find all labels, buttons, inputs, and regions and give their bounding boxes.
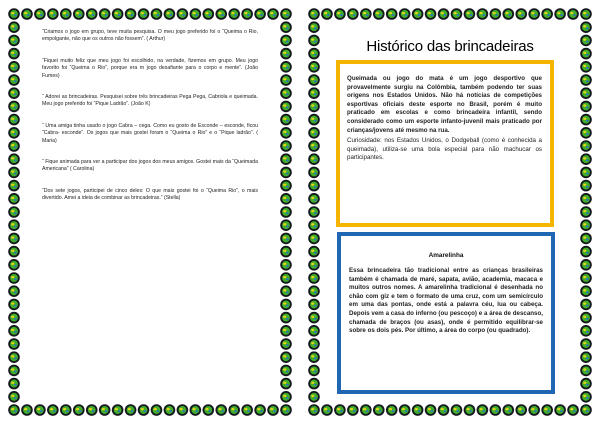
ball-icon: [373, 404, 385, 416]
ball-icon: [308, 153, 320, 165]
ball-icon: [8, 153, 20, 165]
ball-icon: [308, 299, 320, 311]
ball-icon: [308, 180, 320, 192]
ball-icon: [8, 180, 20, 192]
amarelinha-text: Essa brincadeira tão tradicional entre as crianças brasileiras também é chamada de maré, sapata, avião, academia, macaca e muitos outros nomes. A amarelinha tradicional é desenhada no chão com giz e tem o formato de uma cruz, com um semicírculo em uma das pontas, onde está a palavra céu, lua ou cabeça. Depois vem a casa do inferno (ou pescoço) e a área de descanso, chamada de braços (ou asas), onde é permitido equilibrar-se sobre os dois pés. Por último, a área do corpo (ou quadrado).: [349, 267, 543, 335]
ball-icon: [99, 8, 111, 20]
ball-icon: [228, 8, 240, 20]
ball-icon: [308, 233, 320, 245]
ball-icon: [190, 404, 202, 416]
ball-icon: [425, 8, 437, 20]
ball-icon: [8, 338, 20, 350]
queimada-text: Queimada ou jogo do mata é um jogo desportivo que provavelmente surgiu na Colômbia, também podendo ter suas origens nos Estados Unidos. Não há notícias de competições esportivas oficiais deste esporte no Brasil, porém é muito praticado em escolas e como brincadeira infantil, sendo considerado como um esporte infanto-juvenil mais praticado por crianças/jovens até mesmo na rua.: [347, 75, 542, 134]
page-title: Histórico das brincadeiras: [366, 38, 534, 55]
ball-icon: [280, 101, 292, 113]
ball-icon: [86, 8, 98, 20]
ball-icon: [515, 404, 527, 416]
ball-icon: [202, 404, 214, 416]
ball-icon: [280, 259, 292, 271]
ball-icon: [425, 404, 437, 416]
ball-icon: [334, 404, 346, 416]
ball-icon: [8, 233, 20, 245]
ball-icon: [47, 404, 59, 416]
ball-icon: [386, 404, 398, 416]
ball-icon: [308, 365, 320, 377]
ball-icon: [8, 21, 20, 33]
ball-icon: [254, 8, 266, 20]
ball-icon: [280, 180, 292, 192]
ball-icon: [177, 8, 189, 20]
ball-icon: [308, 21, 320, 33]
ball-icon: [347, 8, 359, 20]
ball-icon: [280, 365, 292, 377]
ball-icon: [280, 219, 292, 231]
ball-icon: [580, 127, 592, 139]
ball-icon: [580, 87, 592, 99]
ball-icon: [280, 35, 292, 47]
ball-icon: [280, 246, 292, 258]
ball-icon: [280, 193, 292, 205]
ball-icon: [464, 404, 476, 416]
ball-icon: [580, 285, 592, 297]
ball-icon: [580, 404, 592, 416]
ball-icon: [412, 404, 424, 416]
ball-icon: [99, 404, 111, 416]
ball-icon: [580, 193, 592, 205]
ball-icon: [280, 74, 292, 86]
ball-icon: [580, 206, 592, 218]
ball-icon: [528, 8, 540, 20]
ball-icon: [308, 404, 320, 416]
testimonials-section: [42, 29, 258, 217]
ball-icon: [580, 101, 592, 113]
ball-icon: [308, 74, 320, 86]
ball-icon: [580, 167, 592, 179]
ball-icon: [308, 312, 320, 324]
ball-icon: [280, 404, 292, 416]
ball-icon: [164, 8, 176, 20]
ball-icon: [8, 61, 20, 73]
ball-icon: [280, 338, 292, 350]
ball-icon: [308, 61, 320, 73]
ball-icon: [580, 365, 592, 377]
ball-icon: [8, 48, 20, 60]
ball-icon: [308, 8, 320, 20]
ball-icon: [373, 8, 385, 20]
ball-icon: [567, 8, 579, 20]
ball-icon: [8, 272, 20, 284]
ball-icon: [8, 140, 20, 152]
ball-icon: [580, 114, 592, 126]
ball-icon: [73, 8, 85, 20]
ball-icon: [86, 404, 98, 416]
ball-icon: [308, 338, 320, 350]
ball-icon: [280, 167, 292, 179]
ball-icon: [477, 8, 489, 20]
ball-icon: [308, 127, 320, 139]
ball-icon: [464, 8, 476, 20]
amarelinha-heading: Amarelinha: [428, 252, 464, 259]
ball-icon: [554, 8, 566, 20]
ball-icon: [554, 404, 566, 416]
ball-icon: [399, 404, 411, 416]
ball-icon: [47, 8, 59, 20]
ball-icon: [308, 114, 320, 126]
ball-icon: [308, 285, 320, 297]
ball-icon: [580, 153, 592, 165]
ball-icon: [360, 404, 372, 416]
ball-icon: [280, 285, 292, 297]
ball-icon: [280, 21, 292, 33]
ball-icon: [580, 35, 592, 47]
ball-icon: [308, 219, 320, 231]
ball-icon: [125, 404, 137, 416]
ball-icon: [580, 351, 592, 363]
ball-icon: [280, 140, 292, 152]
ball-icon: [386, 8, 398, 20]
ball-icon: [580, 180, 592, 192]
ball-icon: [8, 8, 20, 20]
ball-icon: [334, 8, 346, 20]
ball-icon: [177, 404, 189, 416]
ball-icon: [241, 8, 253, 20]
ball-icon: [190, 8, 202, 20]
ball-icon: [8, 35, 20, 47]
ball-icon: [308, 193, 320, 205]
ball-icon: [580, 74, 592, 86]
ball-icon: [8, 391, 20, 403]
ball-icon: [580, 233, 592, 245]
ball-icon: [34, 404, 46, 416]
ball-icon: [151, 404, 163, 416]
ball-icon: [580, 378, 592, 390]
ball-icon: [360, 8, 372, 20]
ball-icon: [8, 127, 20, 139]
ball-icon: [8, 365, 20, 377]
ball-icon: [8, 74, 20, 86]
ball-icon: [60, 404, 72, 416]
ball-icon: [254, 404, 266, 416]
testimonial-arthur: “Criamos o jogo em grupo, teve muita pesquisa. O meu jogo preferido foi o “Queima o Rio, empolgante, não que os outros não fossem”. ( Arthur): [42, 29, 258, 43]
ball-icon: [267, 404, 279, 416]
ball-icon: [477, 404, 489, 416]
ball-icon: [308, 246, 320, 258]
ball-icon: [580, 48, 592, 60]
ball-icon: [580, 61, 592, 73]
ball-icon: [267, 8, 279, 20]
ball-icon: [490, 404, 502, 416]
ball-icon: [502, 8, 514, 20]
ball-icon: [541, 8, 553, 20]
ball-icon: [308, 325, 320, 337]
ball-icon: [280, 233, 292, 245]
ball-icon: [438, 404, 450, 416]
ball-icon: [164, 404, 176, 416]
ball-icon: [308, 378, 320, 390]
testimonial-carolina: “ Fique animada para ver a participar dos jogos dos meus amigos. Gostei mais da “Queimada Americana” ( Carolina): [42, 159, 258, 173]
ball-icon: [280, 391, 292, 403]
ball-icon: [451, 404, 463, 416]
ball-icon: [8, 114, 20, 126]
ball-icon: [21, 8, 33, 20]
ball-icon: [308, 87, 320, 99]
ball-icon: [308, 259, 320, 271]
ball-icon: [8, 193, 20, 205]
ball-icon: [502, 404, 514, 416]
ball-icon: [8, 285, 20, 297]
ball-icon: [112, 8, 124, 20]
ball-icon: [60, 8, 72, 20]
ball-icon: [308, 35, 320, 47]
ball-icon: [112, 404, 124, 416]
testimonial-joao-k: “ Adorei as brincadeiras. Pesquisei sobre três brincadeiras Pega Pega, Cabriola e queimada. Meu jogo preferido foi “Pique Ladrão”. (João K): [42, 94, 258, 108]
ball-icon: [8, 219, 20, 231]
ball-icon: [308, 391, 320, 403]
ball-icon: [280, 127, 292, 139]
ball-icon: [280, 153, 292, 165]
right-page: [300, 0, 600, 424]
ball-icon: [8, 299, 20, 311]
ball-icon: [125, 8, 137, 20]
ball-icon: [308, 101, 320, 113]
ball-icon: [202, 8, 214, 20]
ball-icon: [151, 8, 163, 20]
ball-icon: [580, 140, 592, 152]
ball-icon: [580, 219, 592, 231]
ball-icon: [580, 246, 592, 258]
queimada-curiosity: Curiosidade: nos Estados Unidos, o Dodgeball (como é conhecida a queimada), utiliza-se uma bola especial para não machucar os participantes.: [347, 137, 542, 162]
ball-icon: [580, 272, 592, 284]
ball-icon: [138, 8, 150, 20]
ball-icon: [280, 378, 292, 390]
ball-icon: [321, 404, 333, 416]
ball-icon: [438, 8, 450, 20]
ball-icon: [280, 114, 292, 126]
ball-icon: [308, 272, 320, 284]
ball-icon: [567, 404, 579, 416]
ball-icon: [215, 8, 227, 20]
ball-icon: [8, 167, 20, 179]
amarelinha-box: [337, 232, 555, 394]
ball-icon: [308, 206, 320, 218]
ball-icon: [280, 272, 292, 284]
ball-icon: [8, 259, 20, 271]
ball-icon: [8, 325, 20, 337]
ball-icon: [580, 312, 592, 324]
ball-icon: [280, 61, 292, 73]
ball-icon: [8, 312, 20, 324]
ball-icon: [347, 404, 359, 416]
ball-icon: [580, 391, 592, 403]
ball-icon: [580, 8, 592, 20]
ball-icon: [215, 404, 227, 416]
ball-icon: [280, 206, 292, 218]
testimonial-maria: “ Uma amiga tinha usado o jogo Cabra – cega. Como eu gosto de Esconde – esconde, ficou “Cabra- esconde”. Os jogos que mais gostei foram o “Queima o Rio” e o “Pique ladrão”. ( Maria): [42, 122, 258, 144]
ball-icon: [8, 351, 20, 363]
ball-icon: [280, 48, 292, 60]
ball-icon: [21, 404, 33, 416]
ball-icon: [280, 351, 292, 363]
ball-icon: [34, 8, 46, 20]
queimada-box: [336, 60, 554, 227]
ball-icon: [308, 351, 320, 363]
ball-icon: [580, 325, 592, 337]
testimonial-stella: “Dos sete jogos, participei de cinco deles: O que mais gostei foi o “Queima Rio”, o mais divertido. Amei a ideia de combinar as brincadeiras.” (Stella): [42, 187, 258, 202]
ball-icon: [528, 404, 540, 416]
ball-icon: [8, 206, 20, 218]
ball-icon: [308, 140, 320, 152]
ball-icon: [490, 8, 502, 20]
ball-icon: [580, 21, 592, 33]
ball-icon: [8, 404, 20, 416]
ball-icon: [228, 404, 240, 416]
ball-icon: [399, 8, 411, 20]
testimonial-joao-fumes: “Fiquei muito feliz que meu jogo foi escolhido, na verdade, fizemos em grupo. Meu jogo favorito foi “Queima o Rio”, porque era m jogo desafiante para o corpo e mente”. (João Fumes): [42, 57, 258, 79]
ball-icon: [308, 167, 320, 179]
ball-icon: [321, 8, 333, 20]
ball-icon: [308, 48, 320, 60]
ball-icon: [241, 404, 253, 416]
ball-icon: [541, 404, 553, 416]
ball-icon: [8, 246, 20, 258]
ball-icon: [138, 404, 150, 416]
ball-icon: [280, 299, 292, 311]
ball-icon: [280, 325, 292, 337]
ball-icon: [8, 101, 20, 113]
ball-icon: [451, 8, 463, 20]
ball-icon: [73, 404, 85, 416]
ball-icon: [280, 87, 292, 99]
ball-icon: [515, 8, 527, 20]
ball-icon: [8, 87, 20, 99]
ball-icon: [280, 8, 292, 20]
ball-icon: [8, 378, 20, 390]
ball-icon: [580, 299, 592, 311]
ball-icon: [580, 259, 592, 271]
ball-icon: [280, 312, 292, 324]
ball-icon: [580, 338, 592, 350]
ball-icon: [412, 8, 424, 20]
